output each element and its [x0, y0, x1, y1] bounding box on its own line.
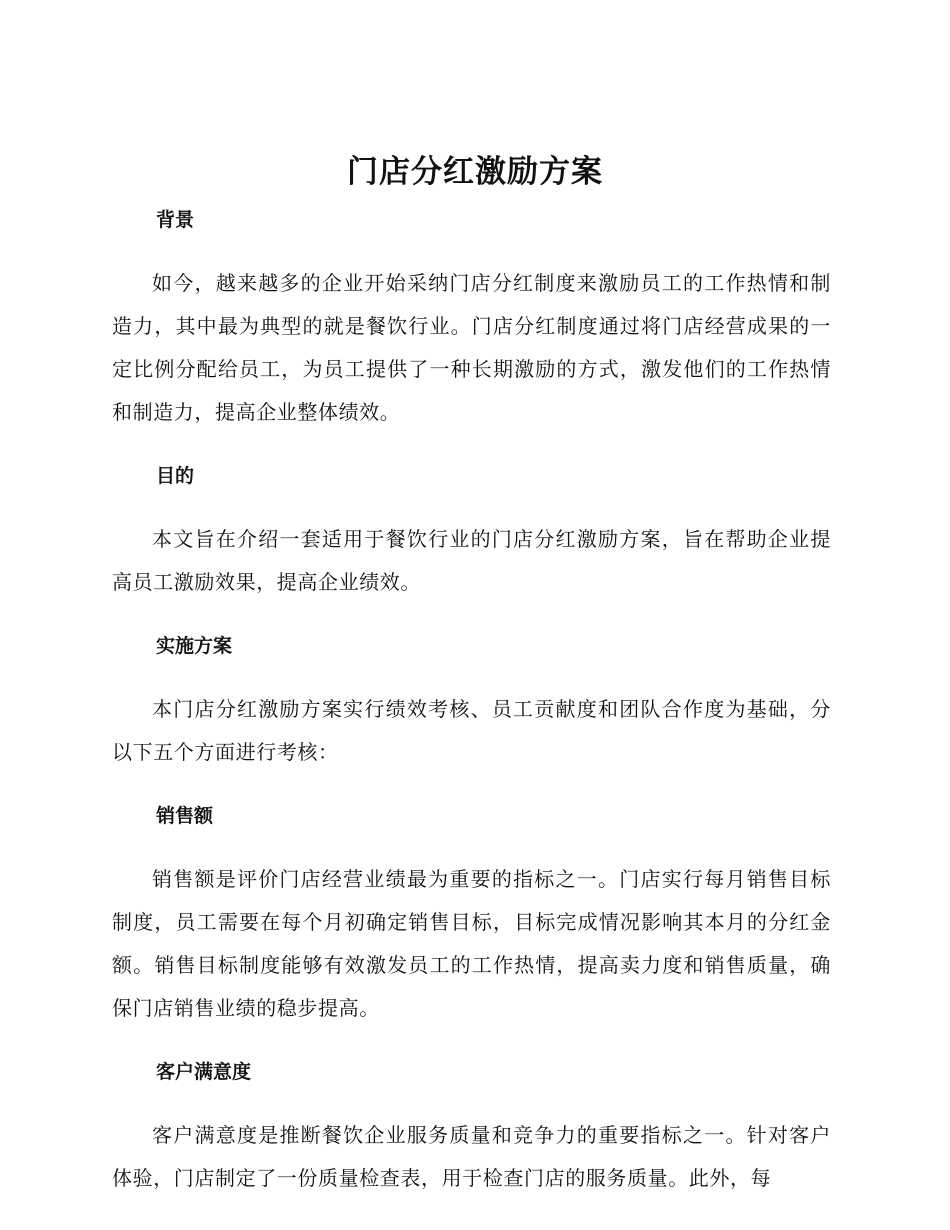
section-heading-background: 背景 — [156, 209, 195, 231]
section-paragraph-purpose: 本文旨在介绍一套适用于餐饮行业的门店分红激励方案，旨在帮助企业提高员工激励效果，提高企业绩效。 — [112, 527, 831, 594]
section-paragraph-implementation: 本门店分红激励方案实行绩效考核、员工贡献度和团队合作度为基础，分以下五个方面进行考核： — [112, 697, 831, 764]
section-paragraph-sales: 销售额是评价门店经营业绩最为重要的指标之一。门店实行每月销售目标制度，员工需要在每个月初确定销售目标，目标完成情况影响其本月的分红金额。销售目标制度能够有效激发员工的工作热情，提高卖力度和销售质量，确保门店销售业绩的稳步提高。 — [112, 867, 831, 1020]
section-heading-implementation: 实施方案 — [156, 635, 233, 657]
document-body — [112, 198, 831, 1220]
section-heading-customer-satisfaction: 客户满意度 — [156, 1061, 252, 1083]
section-paragraph-customer-satisfaction: 客户满意度是推断餐饮企业服务质量和竞争力的重要指标之一。针对客户体验，门店制定了一份质量检查表，用于检查门店的服务质量。此外，每 — [112, 1123, 831, 1190]
section-paragraph-background: 如今，越来越多的企业开始采纳门店分红制度来激励员工的工作热情和制造力，其中最为典型的就是餐饮行业。门店分红制度通过将门店经营成果的一定比例分配给员工，为员工提供了一种长期激励的方式，激发他们的工作热情和制造力，提高企业整体绩效。 — [112, 271, 831, 424]
section-heading-sales: 销售额 — [156, 805, 214, 827]
document-title: 门店分红激励方案 — [347, 154, 603, 190]
section-heading-purpose: 目的 — [156, 465, 195, 487]
